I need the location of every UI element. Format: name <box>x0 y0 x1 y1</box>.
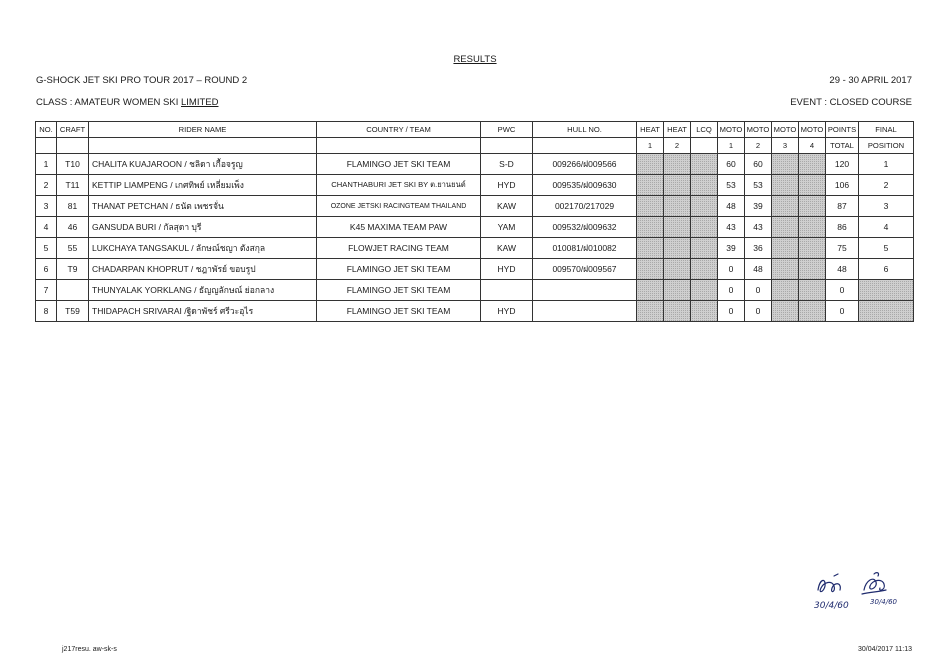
cell-moto-4 <box>799 217 826 238</box>
cell-pwc: KAW <box>481 196 533 217</box>
header-craft: CRAFT <box>57 122 89 138</box>
cell-heat-2 <box>664 238 691 259</box>
cell-moto-4 <box>799 238 826 259</box>
cell-heat-2 <box>664 217 691 238</box>
cell-moto-3 <box>772 196 799 217</box>
cell-hull: 002170/217029 <box>533 196 637 217</box>
cell-position <box>859 280 914 301</box>
class-limited: LIMITED <box>181 97 219 108</box>
cell-lcq <box>691 196 718 217</box>
event-dates: 29 - 30 APRIL 2017 <box>829 75 912 86</box>
cell-heat-2 <box>664 259 691 280</box>
cell-rider: THANAT PETCHAN / ธนัต เพชรจั่น <box>89 196 317 217</box>
header-heat-2: HEAT <box>664 122 691 138</box>
cell-heat-1 <box>637 175 664 196</box>
table-row <box>36 154 914 175</box>
cell-no: 1 <box>36 154 57 175</box>
table-row <box>36 175 914 196</box>
cell-moto-4 <box>799 301 826 322</box>
cell-rider: THIDAPACH SRIVARAI /ฐิดาพัชร์ ศรีวะอุไร <box>89 301 317 322</box>
cell-heat-2 <box>664 196 691 217</box>
cell-heat-2 <box>664 280 691 301</box>
cell-pwc: S-D <box>481 154 533 175</box>
header-hull: HULL NO. <box>533 122 637 138</box>
cell-moto-4 <box>799 280 826 301</box>
table-row <box>36 238 914 259</box>
cell-team: FLAMINGO JET SKI TEAM <box>317 259 481 280</box>
cell-position: 3 <box>859 196 914 217</box>
header-moto-4-num: 4 <box>799 138 826 154</box>
cell-craft: 46 <box>57 217 89 238</box>
cell-moto-1: 53 <box>718 175 745 196</box>
cell-rider: GANSUDA BURI / กัลสุดา บุรี <box>89 217 317 238</box>
cell-team: K45 MAXIMA TEAM PAW <box>317 217 481 238</box>
cell-moto-2: 39 <box>745 196 772 217</box>
cell-lcq <box>691 238 718 259</box>
cell-heat-1 <box>637 259 664 280</box>
footer-timestamp: 30/04/2017 11:13 <box>858 646 912 653</box>
cell-heat-2 <box>664 301 691 322</box>
cell-craft: T11 <box>57 175 89 196</box>
cell-no: 3 <box>36 196 57 217</box>
cell-moto-3 <box>772 175 799 196</box>
cell-pwc: HYD <box>481 259 533 280</box>
results-table <box>35 121 914 322</box>
table-row <box>36 259 914 280</box>
cell-moto-2: 0 <box>745 280 772 301</box>
cell-craft: 81 <box>57 196 89 217</box>
table-row <box>36 196 914 217</box>
event-name: G-SHOCK JET SKI PRO TOUR 2017 – ROUND 2 <box>36 75 248 86</box>
cell-position: 4 <box>859 217 914 238</box>
cell-team: FLAMINGO JET SKI TEAM <box>317 154 481 175</box>
cell-craft: T10 <box>57 154 89 175</box>
cell-moto-2: 53 <box>745 175 772 196</box>
header-moto-1: MOTO <box>718 122 745 138</box>
signature-date-2: 30/4/60 <box>870 598 897 606</box>
cell-no: 8 <box>36 301 57 322</box>
cell-moto-4 <box>799 259 826 280</box>
cell-total: 0 <box>826 301 859 322</box>
cell-craft: T59 <box>57 301 89 322</box>
header-no: NO. <box>36 122 57 138</box>
header-heat-2-num: 2 <box>664 138 691 154</box>
cell-hull: 009570/ฝ009567 <box>533 259 637 280</box>
cell-craft: 55 <box>57 238 89 259</box>
cell-heat-1 <box>637 238 664 259</box>
cell-heat-1 <box>637 154 664 175</box>
header-team: COUNTRY / TEAM <box>317 122 481 138</box>
cell-position: 5 <box>859 238 914 259</box>
cell-moto-2: 0 <box>745 301 772 322</box>
cell-moto-1: 0 <box>718 301 745 322</box>
cell-rider: LUKCHAYA TANGSAKUL / ลักษณ์ชญา ตังสกุล <box>89 238 317 259</box>
cell-moto-4 <box>799 196 826 217</box>
cell-total: 75 <box>826 238 859 259</box>
cell-moto-3 <box>772 301 799 322</box>
cell-moto-2: 48 <box>745 259 772 280</box>
document-title: RESULTS <box>453 54 497 65</box>
cell-no: 5 <box>36 238 57 259</box>
header-lcq: LCQ <box>691 122 718 138</box>
footer-file-code: j217resu. aw-sk-s <box>62 646 117 653</box>
cell-moto-1: 0 <box>718 259 745 280</box>
header-moto-4: MOTO <box>799 122 826 138</box>
cell-hull: 009535/ฝ009630 <box>533 175 637 196</box>
cell-position: 6 <box>859 259 914 280</box>
cell-no: 6 <box>36 259 57 280</box>
cell-moto-4 <box>799 175 826 196</box>
cell-pwc: YAM <box>481 217 533 238</box>
event-type: EVENT : CLOSED COURSE <box>790 97 912 108</box>
cell-total: 87 <box>826 196 859 217</box>
cell-heat-1 <box>637 280 664 301</box>
cell-moto-2: 36 <box>745 238 772 259</box>
cell-hull <box>533 280 637 301</box>
signature-mark <box>812 568 912 616</box>
cell-pwc <box>481 280 533 301</box>
cell-team: OZONE JETSKI RACINGTEAM THAILAND <box>317 196 481 217</box>
cell-team: CHANTHABURI JET SKI BY ต.ยานยนต์ <box>317 175 481 196</box>
cell-pwc: KAW <box>481 238 533 259</box>
cell-lcq <box>691 175 718 196</box>
cell-team: FLOWJET RACING TEAM <box>317 238 481 259</box>
table-row <box>36 217 914 238</box>
table-row <box>36 301 914 322</box>
cell-lcq <box>691 217 718 238</box>
cell-pwc: HYD <box>481 175 533 196</box>
cell-moto-2: 43 <box>745 217 772 238</box>
cell-position: 1 <box>859 154 914 175</box>
header-final: FINAL <box>859 122 914 138</box>
cell-moto-3 <box>772 238 799 259</box>
cell-moto-1: 39 <box>718 238 745 259</box>
cell-position: 2 <box>859 175 914 196</box>
cell-heat-1 <box>637 217 664 238</box>
cell-craft <box>57 280 89 301</box>
header-moto-2-num: 2 <box>745 138 772 154</box>
cell-total: 106 <box>826 175 859 196</box>
cell-moto-3 <box>772 259 799 280</box>
header-rider: RIDER NAME <box>89 122 317 138</box>
handwritten-signature <box>812 568 912 621</box>
header-moto-3: MOTO <box>772 122 799 138</box>
cell-moto-1: 0 <box>718 280 745 301</box>
cell-no: 7 <box>36 280 57 301</box>
cell-rider: THUNYALAK YORKLANG / ธัญญลักษณ์ ย่อกลาง <box>89 280 317 301</box>
cell-total: 120 <box>826 154 859 175</box>
class-prefix: CLASS : AMATEUR WOMEN SKI <box>36 97 181 108</box>
cell-total: 86 <box>826 217 859 238</box>
header-total: TOTAL <box>826 138 859 154</box>
table-row <box>36 280 914 301</box>
cell-team: FLAMINGO JET SKI TEAM <box>317 301 481 322</box>
cell-moto-3 <box>772 154 799 175</box>
cell-moto-1: 48 <box>718 196 745 217</box>
cell-heat-1 <box>637 196 664 217</box>
cell-craft: T9 <box>57 259 89 280</box>
cell-hull: 010081/ฝ010082 <box>533 238 637 259</box>
cell-lcq <box>691 301 718 322</box>
header-heat-1-num: 1 <box>637 138 664 154</box>
header-points: POINTS <box>826 122 859 138</box>
header-moto-3-num: 3 <box>772 138 799 154</box>
header-row-2 <box>36 138 914 154</box>
cell-position <box>859 301 914 322</box>
cell-rider: KETTIP LIAMPENG / เกศทิพย์ เหลี่ยมเพ็ง <box>89 175 317 196</box>
header-moto-2: MOTO <box>745 122 772 138</box>
cell-moto-1: 43 <box>718 217 745 238</box>
cell-rider: CHALITA KUAJAROON / ชลิดา เกื้อจรูญ <box>89 154 317 175</box>
cell-moto-3 <box>772 280 799 301</box>
header-position: POSITION <box>859 138 914 154</box>
signature-date-1: 30/4/60 <box>814 601 849 611</box>
cell-heat-1 <box>637 301 664 322</box>
cell-moto-2: 60 <box>745 154 772 175</box>
cell-lcq <box>691 154 718 175</box>
cell-moto-3 <box>772 217 799 238</box>
cell-no: 4 <box>36 217 57 238</box>
header-moto-1-num: 1 <box>718 138 745 154</box>
cell-lcq <box>691 259 718 280</box>
cell-total: 0 <box>826 280 859 301</box>
cell-hull: 009266/ฝ009566 <box>533 154 637 175</box>
cell-moto-1: 60 <box>718 154 745 175</box>
cell-team: FLAMINGO JET SKI TEAM <box>317 280 481 301</box>
class-label <box>36 97 218 108</box>
header-row-1 <box>36 122 914 138</box>
cell-heat-2 <box>664 154 691 175</box>
header-pwc: PWC <box>481 122 533 138</box>
cell-heat-2 <box>664 175 691 196</box>
cell-rider: CHADARPAN KHOPRUT / ชฎาพัรย์ ขอบรูป <box>89 259 317 280</box>
cell-moto-4 <box>799 154 826 175</box>
cell-lcq <box>691 280 718 301</box>
cell-no: 2 <box>36 175 57 196</box>
cell-hull <box>533 301 637 322</box>
cell-total: 48 <box>826 259 859 280</box>
cell-pwc: HYD <box>481 301 533 322</box>
cell-hull: 009532/ฝ009632 <box>533 217 637 238</box>
header-heat-1: HEAT <box>637 122 664 138</box>
